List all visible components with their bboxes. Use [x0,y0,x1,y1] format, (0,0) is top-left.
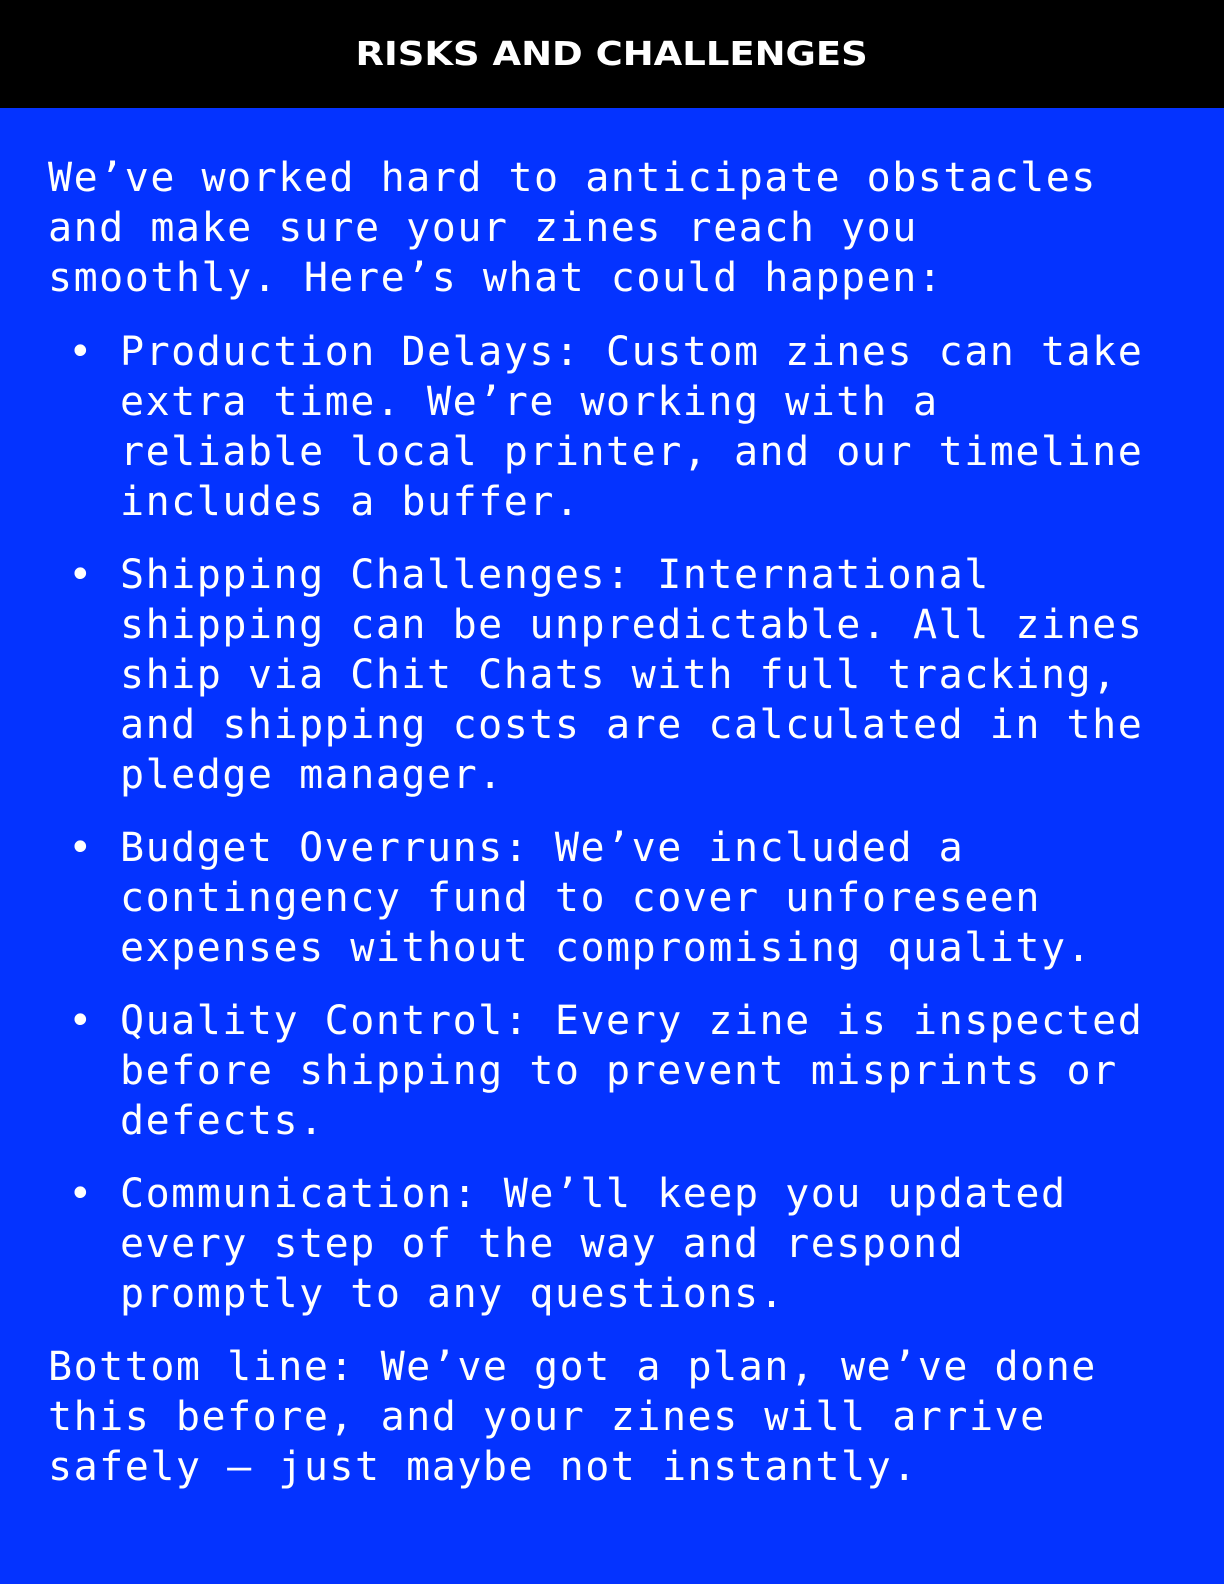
risk-text: Quality Control: Every zine is inspected before shipping to prevent misprints or defects. [120,998,1144,1144]
bullet-icon: • [68,329,94,375]
intro-paragraph: We’ve worked hard to anticipate obstacles and make sure your zines reach you smoothly. Here’s what could happen: [48,155,1097,301]
risk-text: Budget Overruns: We’ve included a contingency fund to cover unforeseen expenses without compromising quality. [120,825,1093,971]
list-item [48,1169,1208,1319]
bullet-icon: • [68,998,94,1044]
outro-paragraph: Bottom line: We’ve got a plan, we’ve done this before, and your zines will arrive safely — just maybe not instantly. [48,1344,1097,1490]
bullet-icon: • [68,552,94,598]
bullet-icon: • [68,825,94,871]
header-band [0,0,1224,108]
page-title: RISKS AND CHALLENGES [355,33,869,73]
bullet-icon: • [68,1171,94,1217]
list-item [48,327,1208,527]
risk-text: Shipping Challenges: International shipping can be unpredictable. All zines ship via Chit Chats with full tracking, and shipping costs are calculated in the pledge manager. [120,552,1144,798]
risk-list [48,327,1208,1319]
list-item [48,550,1208,800]
list-item [48,823,1208,973]
risk-text: Communication: We’ll keep you updated every step of the way and respond promptly to any questions. [120,1171,1067,1317]
list-item [48,996,1208,1146]
content-body [48,153,1208,1492]
risk-text: Production Delays: Custom zines can take extra time. We’re working with a reliable local printer, and our timeline includes a buffer. [120,329,1144,525]
